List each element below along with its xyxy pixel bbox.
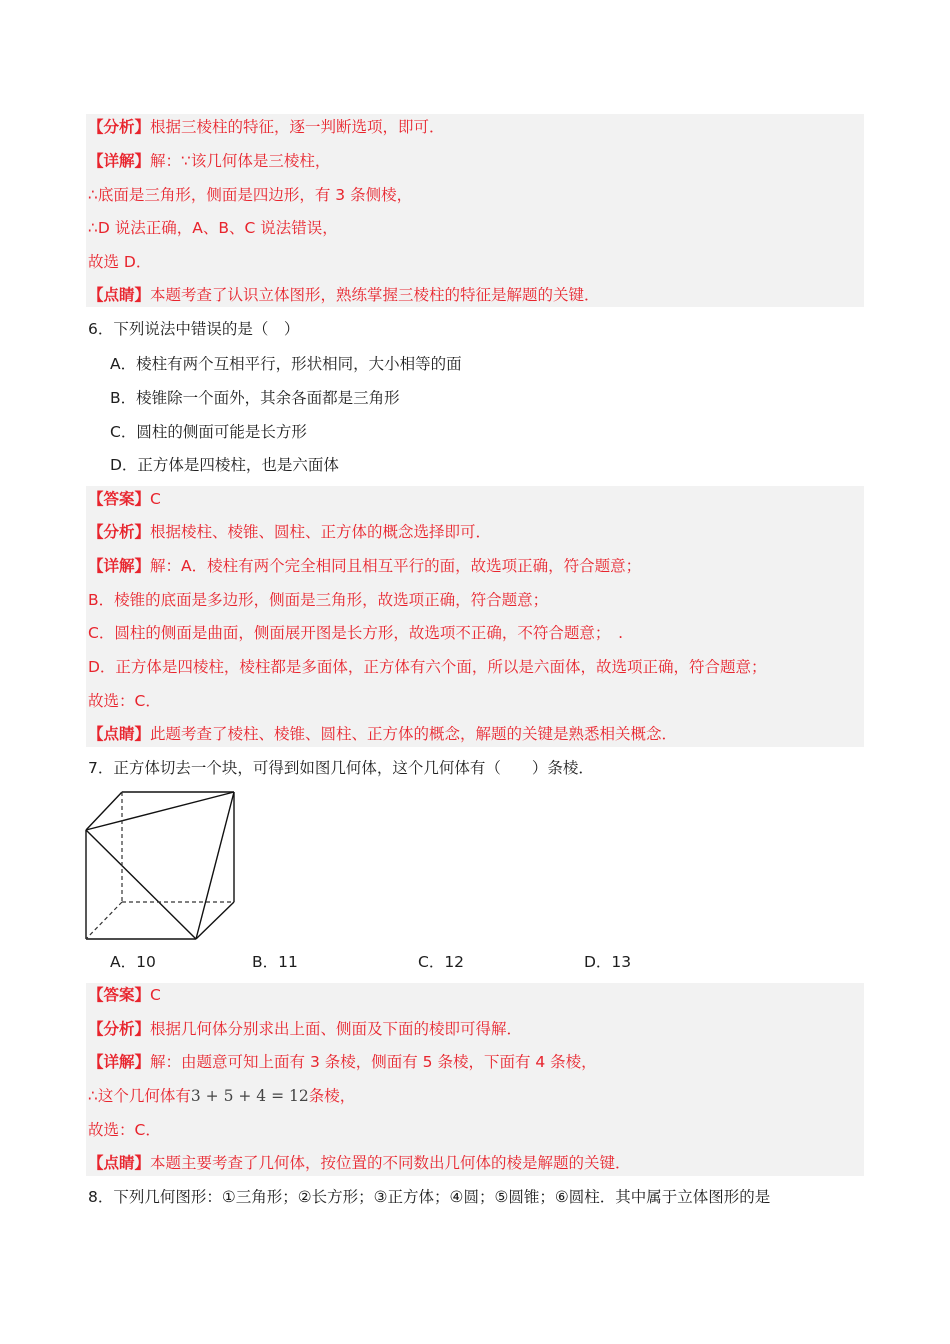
q6-choose: 故选：C．: [88, 692, 161, 710]
q7-stem: 7．正方体切去一个块，可得到如图几何体，这个几何体有（ ）条棱．: [88, 759, 594, 777]
q7-choose: 故选：C．: [88, 1121, 161, 1139]
q7-option-d: D．13: [584, 953, 632, 971]
q5-detail-line3: ∴D 说法正确，A、B、C 说法错误，: [88, 219, 338, 237]
cut-cube-figure: [84, 788, 240, 944]
q6-stem: 6．下列说法中错误的是（ ）: [88, 320, 300, 338]
q7-option-a: A．10: [110, 953, 156, 971]
q5-solution-block: [86, 114, 864, 307]
q6-detail-c: C．圆柱的侧面是曲面，侧面展开图是长方形，故选项不正确，不符合题意； .: [88, 624, 624, 642]
hidden-edge: [86, 902, 122, 939]
q7-detail-line2: ∴这个几何体有3 + 5 + 4 = 12条棱，: [88, 1087, 356, 1105]
edge: [86, 792, 234, 830]
q7-equation: 3 + 5 + 4 = 12: [190, 1087, 309, 1105]
q6-option-b: B．棱锥除一个面外，其余各面都是三角形: [110, 389, 400, 407]
q5-detail: 【详解】解：∵该几何体是三棱柱，: [88, 152, 331, 170]
q5-choose: 故选 D．: [88, 253, 152, 271]
q6-option-d: D．正方体是四棱柱，也是六面体: [110, 456, 339, 474]
q5-analysis: 【分析】根据三棱柱的特征，逐一判断选项，即可．: [88, 118, 445, 136]
q5-detail-line2: ∴底面是三角形，侧面是四边形，有 3 条侧棱，: [88, 186, 413, 204]
edge: [196, 902, 234, 939]
q7-analysis: 【分析】根据几何体分别求出上面、侧面及下面的棱即可得解．: [88, 1020, 523, 1038]
q6-comment: 【点睛】此题考查了棱柱、棱锥、圆柱、正方体的概念，解题的关键是熟悉相关概念．: [88, 725, 678, 743]
q6-detail-b: B．棱锥的底面是多边形，侧面是三角形，故选项正确，符合题意；: [88, 591, 549, 609]
q5-comment: 【点睛】本题考查了认识立体图形，熟练掌握三棱柱的特征是解题的关键．: [88, 286, 600, 304]
edge: [86, 792, 122, 830]
q7-option-c: C．12: [418, 953, 465, 971]
q6-detail: 【详解】解：A．棱柱有两个完全相同且相互平行的面，故选项正确，符合题意；: [88, 557, 642, 575]
q6-option-c: C．圆柱的侧面可能是长方形: [110, 423, 307, 441]
q6-option-a: A．棱柱有两个互相平行，形状相同，大小相等的面: [110, 355, 462, 373]
q7-answer: 【答案】C: [88, 986, 161, 1004]
q7-comment: 【点睛】本题主要考查了几何体，按位置的不同数出几何体的棱是解题的关键．: [88, 1154, 631, 1172]
q8-stem: 8．下列几何图形：①三角形；②长方形；③正方体；④圆；⑤圆锥；⑥圆柱．其中属于立体图形的是: [88, 1188, 771, 1206]
edge: [196, 792, 234, 939]
q6-analysis: 【分析】根据棱柱、棱锥、圆柱、正方体的概念选择即可．: [88, 523, 492, 541]
q7-option-b: B．11: [252, 953, 298, 971]
q6-detail-d: D．正方体是四棱柱，棱柱都是多面体，正方体有六个面，所以是六面体，故选项正确，符合题意；: [88, 658, 767, 676]
q7-solution-block: [86, 983, 864, 1176]
q6-answer: 【答案】C: [88, 490, 161, 508]
q7-detail: 【详解】解：由题意可知上面有 3 条棱，侧面有 5 条棱，下面有 4 条棱，: [88, 1053, 597, 1071]
